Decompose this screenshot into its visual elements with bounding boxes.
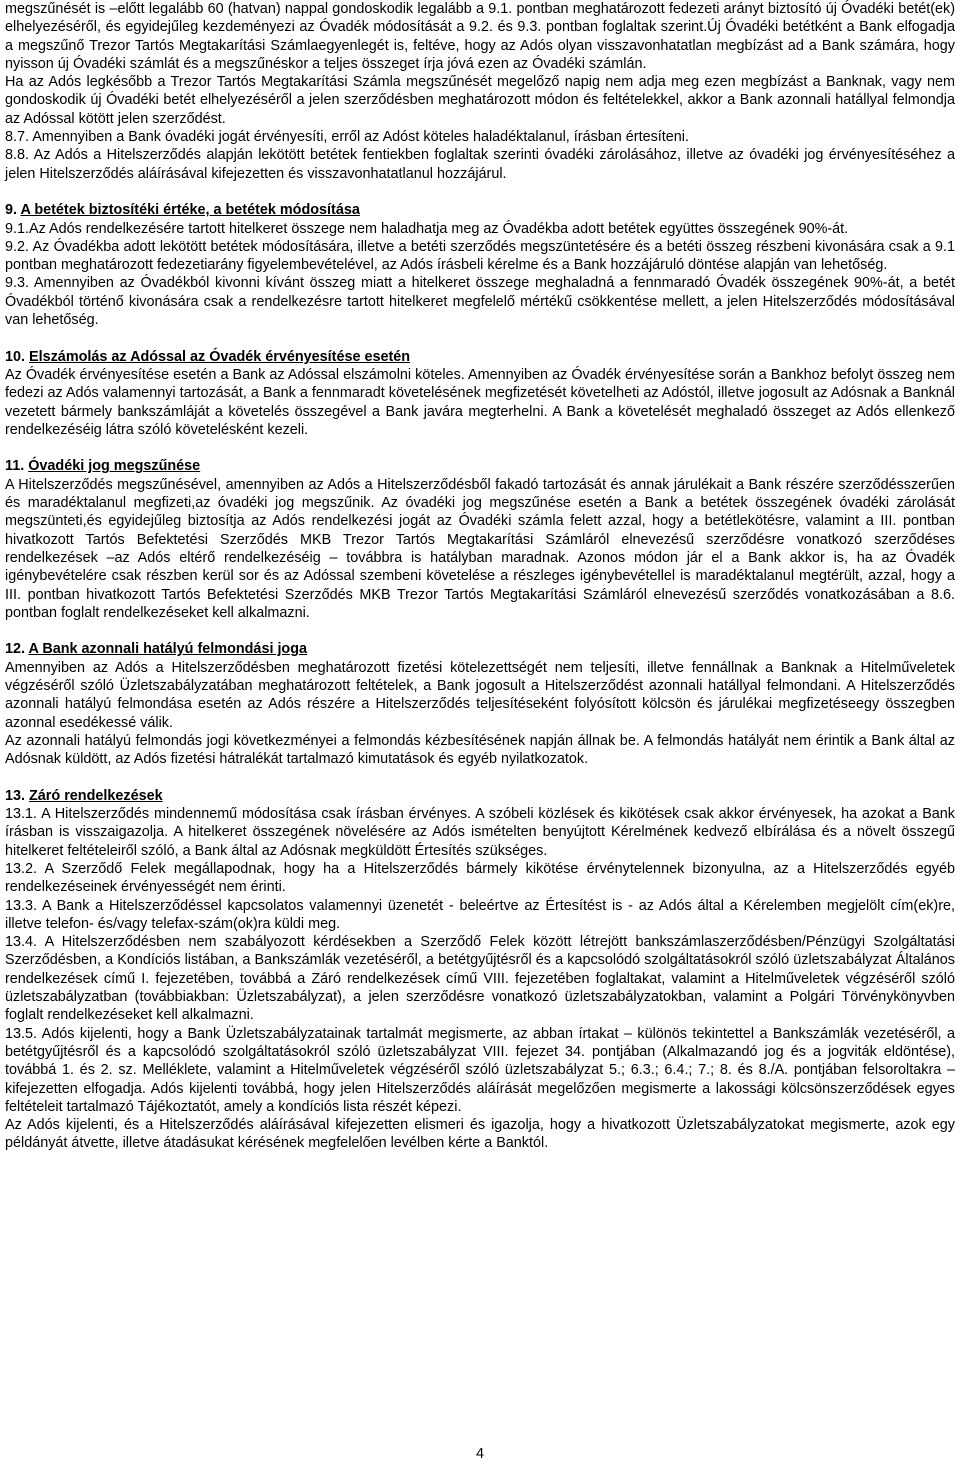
paragraph: 9.2. Az Óvadékba adott lekötött betétek módosítására, illetve a betéti szerződés megszüntetésére és a betéti összeg részbeni kivonására csak a 9.1 pontban meghatározott fedezetiarány figyelembevételével, az Adós írásbeli kérelme és a Bank hozzájáruló döntése alapján van lehetőség. (5, 238, 955, 274)
paragraph: 8.7. Amennyiben a Bank óvadéki jogát érvényesíti, erről az Adóst köteles haladéktalanul, írásban értesíteni. (5, 129, 689, 146)
paragraph: 13.3. A Bank a Hitelszerződéssel kapcsolatos valamennyi üzenetét - beleértve az Értesítést is - az Adós által a Kérelemben megjelölt cím(ek)re, illetve telefon- és/vagy telefax-szám(ok)ra küldi meg. (5, 897, 955, 932)
section-title: Elszámolás az Adóssal az Óvadék érvényesítése esetén (29, 348, 411, 365)
section-title: Záró rendelkezések (29, 787, 163, 804)
paragraph: 8.8. Az Adós a Hitelszerződés alapján lekötött betétek fentiekben foglaltak szerinti óvadéki zárolásához, illetve az óvadéki jog érvényesítéséhez a jelen Hitelszerződés aláírásával kifejezetten és visszavonhatatlanul hozzájárul. (5, 147, 955, 182)
document-page (5, 0, 955, 1153)
section-heading (5, 201, 955, 219)
section-title: Óvadéki jog megszűnése (28, 458, 201, 475)
paragraph: Az azonnali hatályú felmondás jogi következményei a felmondás kézbesítésének napján állnak be. A felmondás hatályát nem érintik a Bank által az Adósnak küldött, az Adós fizetési hátralékát tartalmazó kimutatások és egyéb nyilatkozatok. (5, 732, 955, 768)
paragraph: 9.3. Amennyiben az Óvadékból kivonni kívánt összeg miatt a hitelkeret összege meghaladná a fennmaradó Óvadék összegének 90%-át, a betét Óvadékból történő kivonására csak a rendelkezésre tartott hitelkeret megfelelő mértékű csökkentése mellett, a jelen Hitelszerződés módosításával van lehetőség. (5, 275, 955, 329)
section-number: 12. (5, 641, 26, 658)
paragraph: 9.1.Az Adós rendelkezésére tartott hitelkeret összege nem haladhatja meg az Óvadékba adott betétek együttes összegének 90%-át. (5, 220, 849, 237)
section-number: 13. (5, 787, 26, 804)
paragraph: Ha az Adós legkésőbb a Trezor Tartós Megtakarítási Számla megszűnését megelőző napig nem adja meg ezen megbízást a Banknak, vagy nem gondoskodik új Óvadéki betét elhelyezéséről a jelen szerződésben meghatározott módon és feltételekkel, akkor a Bank azonnali hatállyal felmondja az Adóssal kötött jelen szerződést. (5, 74, 955, 127)
section-number: 11. (5, 458, 25, 475)
section-title: A betétek biztosítéki értéke, a betétek módosítása (20, 202, 360, 219)
paragraph: Az Adós kijelenti, és a Hitelszerződés aláírásával kifejezetten elismeri és igazolja, hogy a hivatkozott Üzletszabályzatokat megismerte, azok egy példányát átvette, illetve átadásukat kérésének megfelelően levélben kérte a Banktól. (5, 1117, 955, 1152)
section-number: 9. (5, 202, 18, 219)
section-heading (5, 348, 955, 366)
spacer (5, 183, 955, 201)
paragraph: 13.2. A Szerződő Felek megállapodnak, hogy ha a Hitelszerződés bármely kikötése érvénytelennek bizonyulna, az a Hitelszerződés egyéb rendelkezéseinek érvényességét nem érinti. (5, 860, 955, 896)
paragraph: 13.4. A Hitelszerződésben nem szabályozott kérdésekben a Szerződő Felek között létrejött bankszámlaszerződésben/Pénzügyi Szolgáltatási Szerződésben, a Kondíciós listában, a Bankszámlák vezetéséről, a betétgyűjtésről és a kapcsolódó szolgáltatásokról szóló üzletszabályzat Általános rendelkezések című I. fejezetében, továbbá a Záró rendelkezések című VIII. fejezetében foglaltakat, valamint a Hitelműveletek végzéséről szóló üzletszabályzatban (továbbiakban: Üzletszabályzat), a jelen szerződésre vonatkozó üzletszabályzatokban, valamint a Polgári Törvénykönyvben foglalt rendelkezéseket kell alkalmazni. (5, 934, 955, 1024)
spacer (5, 439, 955, 457)
section-heading (5, 457, 955, 475)
section-heading (5, 787, 955, 805)
paragraph: Az Óvadék érvényesítése esetén a Bank az Adóssal elszámolni köteles. Amennyiben az Óvadék érvényesítése során a Bankhoz befolyt összeg nem fedezi az Adós valamennyi tartozását, a Bank a fennmaradt követelésének megfizetését követelheti az Adóstól, illetve jogosult az Adósnak a Banknál vezetett bármely bankszámláját a követelés összegével a Bank javára megterhelni. A Bank a követelését meghaladó összeget az Adós ellenkező rendelkezéséig látra szóló követelésként kezeli. (5, 366, 955, 438)
paragraph: A Hitelszerződés megszűnésével, amennyiben az Adós a Hitelszerződésből fakadó tartozását és annak járulékait a Bank részére szerződésszerűen és maradéktalanul megfizetі,az óvadéki jog megszűnik. Az óvadéki jog megszűnése esetén a Bank a betétek összegének óvadéki zárolását megszünteti,és egyidejűleg biztosítja az Adós rendelkezési jogát az Óvadéki számla felett azzal, hogy a betétlekötésre, valamint a III. pontban hivatkozott Tartós Befektetési Szerződés MKB Trezor Tartós Megtakarítási Számláról elnevezésű szerződésre vonatkozó szerződéses rendelkezések –az Adós eltérő rendelkezéséig – továbbra is hatályban maradnak. Azonos módon jár el a Bank akkor is, ha az Óvadék igénybevételére csak részben kerül sor és az Adóssal szembeni követelése a részleges igénybevétellel is maradéktalanul megtérült, azzal, hogy a III. pontban hivatkozott Tartós Befektetési Szerződés MKB Trezor Tartós Megtakarítási Számláról elnevezésű szerződés vonatkozásában a 8.6. pontban foglalt rendelkezéseket kell alkalmazni. (5, 476, 955, 621)
section-title: A Bank azonnali hatályú felmondási joga (28, 641, 308, 658)
section-number: 10. (5, 348, 26, 365)
paragraph: 13.1. A Hitelszerződés mindennemű módosítása csak írásban érvényes. A szóbeli közlések és kikötések csak akkor érvényesek, ha azokat a Bank írásban is visszaigazolja. A hitelkeret összegének növelésére az Adós ismételten benyújtott Kérelmének kedvező elbírálása és a növelt összegű hitelkeret feltételeiről szóló, a Bank által az Adósnak megküldött Értesítés szükséges. (5, 806, 955, 859)
spacer (5, 622, 955, 640)
spacer (5, 768, 955, 786)
paragraph: 13.5. Adós kijelenti, hogy a Bank Üzletszabályzatainak tartalmát megismerte, az abban írtakat – különös tekintettel a Bankszámlák vezetéséről, a betétgyűjtésről és a kapcsolódó szolgáltatásokról szóló üzletszabályzat VIII. fejezet 34. pontjában (Alkalmazandó jog és a jogviták eldöntése), továbbá 1. és 2. sz. Melléklete, valamint a Hitelműveletek végzéséről szóló üzletszabályzat 5.; 6.3.; 6.4.; 7.; 8. és 8./A. pontjában felsoroltakra – kifejezetten elfogadja. Adós kijelenti továbbá, hogy jelen Hitelszerződés aláírását megelőzően megismerte a lakossági kölcsönszerződések egyes feltételeit tartalmazó Tájékoztatót, amely a kondíciós lista részét képezi. (5, 1025, 955, 1115)
paragraph: megszűnését is –előtt legalább 60 (hatvan) nappal gondoskodik legalább a 9.1. pontban meghatározott fedezeti arányt biztosító új Óvadéki betét(ek) elhelyezéséről, és egyidejűleg kezdeményezi az Óvadék módosítását a 9.2. és 9.3. pontban foglaltak szerint.Új Óvadéki betétként a Bank elfogadja a megszűnő Trezor Tartós Megtakarítási Számlaegyenlegét is, feltéve, hogy az Adós olyan visszavonhatatlan megbízást ad a Bank számára, hogy nyisson új Óvadéki számlát és a megszűnéskor a teljes összeget írja jóvá ezen az Óvadéki számlán. (5, 1, 955, 72)
paragraph: Amennyiben az Adós a Hitelszerződésben meghatározott fizetési kötelezettségét nem teljesíti, illetve fennállnak a Banknak a Hitelműveletek végzéséről szóló Üzletszabályzatában meghatározott feltételek, a Bank jogosult a Hitelszerződést azonnali hatállyal felmondani. A Hitelszerződés azonnali hatályú felmondása esetén az Adós részére a Hitelszerződés teljesítéseként folyósított kölcsön és járulékai megfizetéseegy összegben azonnal esedékessé válik. (5, 659, 955, 731)
section-heading (5, 640, 955, 658)
spacer (5, 329, 955, 347)
page-number: 4 (475, 1446, 484, 1462)
